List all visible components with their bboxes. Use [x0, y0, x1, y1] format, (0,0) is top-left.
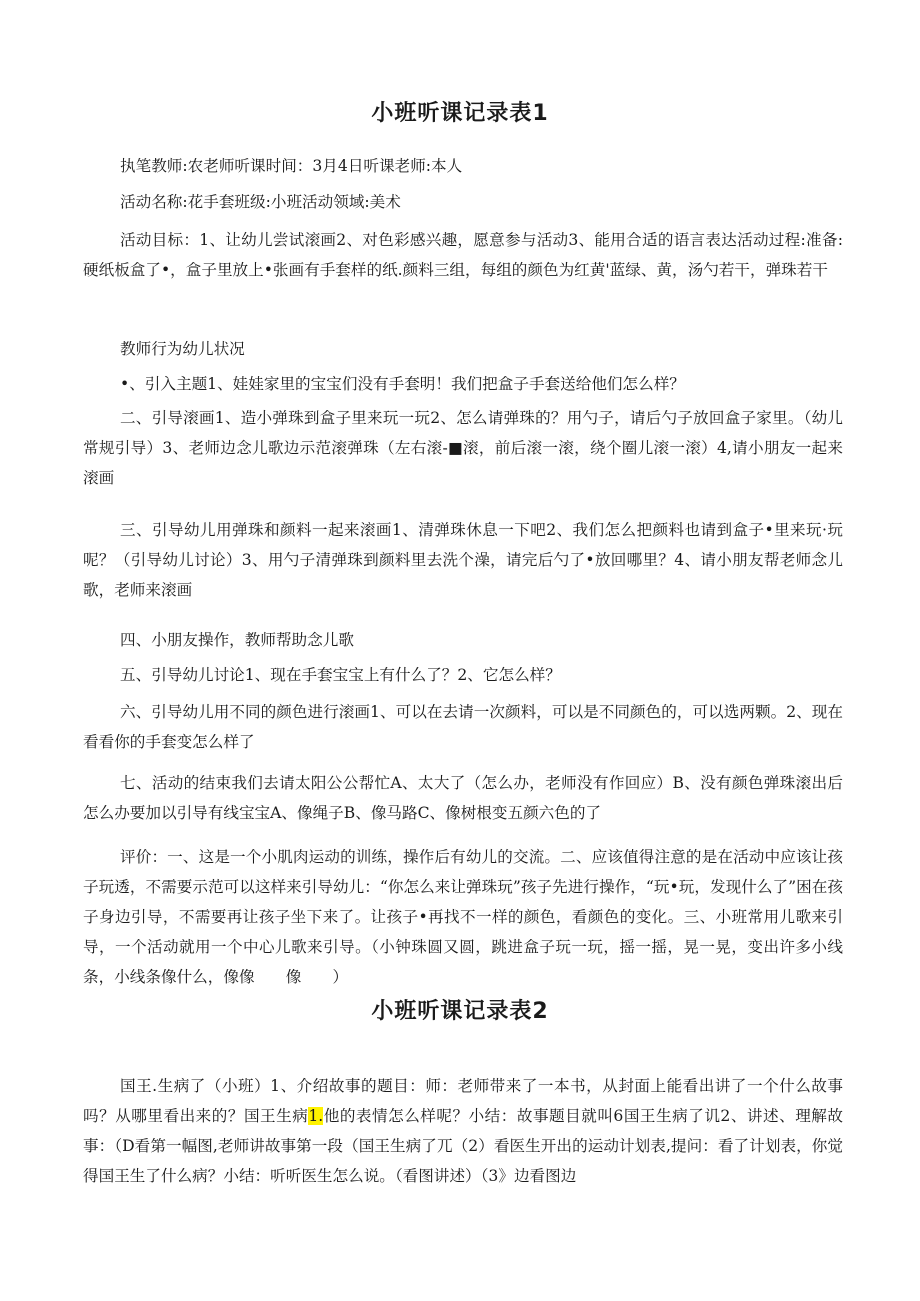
- evaluation-paragraph: 评价：一、这是一个小肌肉运动的训练，操作后有幼儿的交流。二、应该值得注意的是在活动中应该让孩子玩透，不需要示范可以这样来引导幼儿：“你怎么来让弹珠玩”孩子先进行操作，“玩•玩，发现什么了”困在孩子身边引导，不需要再让孩子坐下来了。让孩子•再找不一样的颜色，看颜色的变化。三、小班常用儿歌来引导，一个活动就用一个中心儿歌来引导。（小钟珠圆又圆，跳进盒子玩一玩，摇一摇，晃一晃，变出许多小线条，小线条像什么，像像 像 ）: [83, 848, 843, 986]
- story-text-before: 国王.生病了（小班）1、介绍故事的题目：师：老师带来了一本书，从封面上能看出讲了一个什么故事吗？从哪里看出来的？国王生病: [83, 1077, 843, 1125]
- step-4-paragraph: 四、小朋友操作，教师帮助念儿歌: [120, 631, 354, 649]
- story-text-after: 他的表情怎么样呢？小结：故事题目就叫6国王生病了讥2、讲述、理解故事：（D看第一幅图,老师讲故事第一段（国王生病了兀（2）看医生开出的运动计划表,提问：看了计划表，你觉得国王生了什么病？小结：听听医生怎么说。（看图讲述）（3》边看图边: [83, 1107, 843, 1185]
- step-6-paragraph: 六、引导幼儿用不同的颜色进行滚画1、可以在去请一次颜料，可以是不同颜色的，可以选两颗。2、现在看看你的手套变怎么样了: [83, 703, 843, 751]
- step-3-paragraph: 三、引导幼儿用弹珠和颜料一起来滚画1、清弹珠休息一下吧2、我们怎么把颜料也请到盒子•里来玩·玩呢？（引导幼儿讨论）3、用勺子清弹珠到颜料里去洗个澡，请完后勺了•放回哪里？4、请小朋友帮老师念儿歌，老师来滚画: [83, 521, 843, 599]
- highlighted-text: 1.: [308, 1107, 324, 1125]
- step-2-paragraph: 二、引导滚画1、造小弹珠到盒子里来玩一玩2、怎么请弹珠的？用勺子，请后勺子放回盒子家里。（幼儿常规引导）3、老师边念儿歌边示范滚弹珠（左右滚-■滚，前后滚一滚，绕个圈儿滚一滚）4,请小朋友一起来滚画: [83, 409, 843, 487]
- step-5-paragraph: 五、引导幼儿讨论1、现在手套宝宝上有什么了？2、它怎么样？: [120, 666, 561, 684]
- story-lesson-paragraph: [83, 1071, 843, 1191]
- activity-goals-paragraph: 活动目标：1、让幼儿尝试滚画2、对色彩感兴趣，愿意参与活动3、能用合适的语言表达活动过程:准备:硬纸板盒了•，盒子里放上•张画有手套样的纸.颜料三组，每组的颜色为红黄'蓝绿、黄，汤勺若干，弹珠若干: [83, 231, 843, 279]
- teacher-info-line: 执笔教师:农老师听课时间：3月4日听课老师:本人: [120, 157, 463, 175]
- step-7-paragraph: 七、活动的结束我们去请太阳公公帮忙A、太大了（怎么办，老师没有作回应）B、没有颜色弹珠滚出后怎么办要加以引导有线宝宝A、像绳子B、像马路C、像树根变五颜六色的了: [83, 774, 843, 822]
- step-1-paragraph: •、引入主题1、娃娃家里的宝宝们没有手套明！我们把盒子手套送给他们怎么样？: [120, 375, 685, 393]
- section-2-title: 小班听课记录表2: [371, 999, 549, 1024]
- section-1-title: 小班听课记录表1: [371, 101, 549, 126]
- activity-info-line: 活动名称:花手套班级:小班活动领域:美术: [120, 193, 401, 211]
- behavior-header-line: 教师行为幼儿状况: [120, 340, 245, 358]
